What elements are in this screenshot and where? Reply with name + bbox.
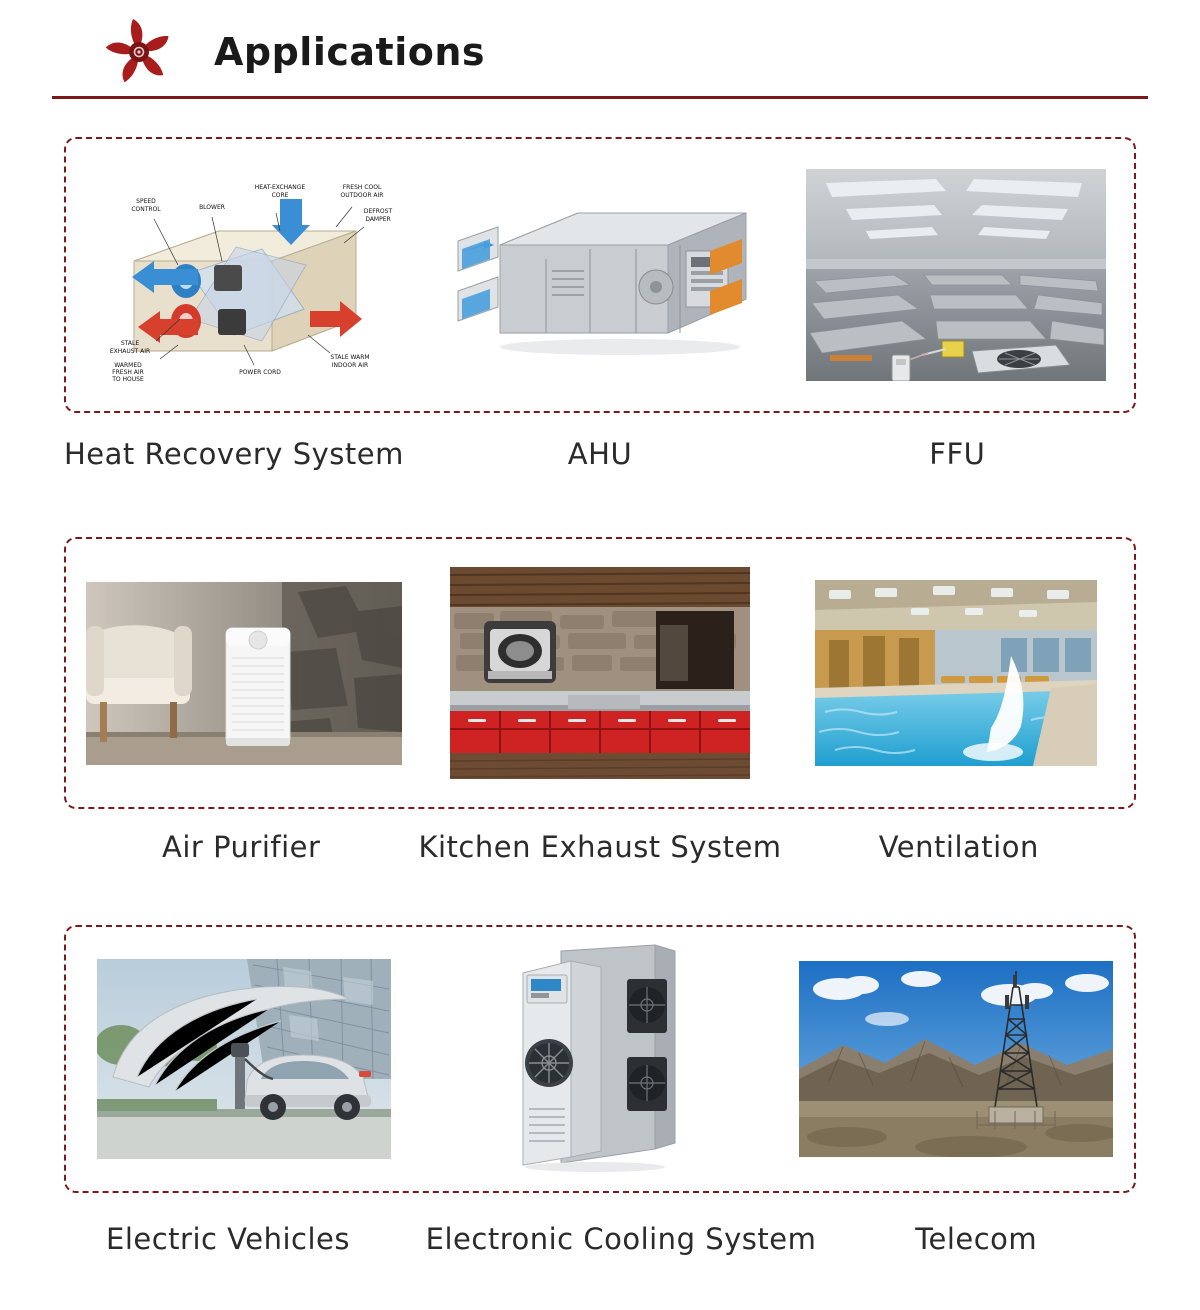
svg-text:TO HOUSE: TO HOUSE xyxy=(112,376,144,381)
page-title: Applications xyxy=(214,30,485,74)
svg-text:FRESH AIR: FRESH AIR xyxy=(112,369,144,376)
svg-text:INDOOR AIR: INDOOR AIR xyxy=(331,362,369,369)
caption-telecom: Telecom xyxy=(915,1222,1038,1256)
air-purifier-room-photo xyxy=(86,582,402,765)
caption-electronic-cooling-system: Electronic Cooling System xyxy=(425,1222,817,1256)
application-cell xyxy=(66,139,422,411)
svg-text:POWER CORD: POWER CORD xyxy=(239,369,281,376)
application-cell xyxy=(422,139,778,411)
application-cell xyxy=(422,927,778,1191)
caption-row-2 xyxy=(64,830,1136,864)
caption-electric-vehicles: Electric Vehicles xyxy=(106,1222,350,1256)
svg-text:CORE: CORE xyxy=(271,192,289,199)
svg-text:DEFROST: DEFROST xyxy=(363,208,393,215)
svg-text:FRESH COOL: FRESH COOL xyxy=(342,184,382,191)
commercial-kitchen-photo xyxy=(450,567,750,779)
header-divider xyxy=(52,96,1148,99)
heat-recovery-system-diagram xyxy=(94,169,394,381)
svg-text:STALE WARM: STALE WARM xyxy=(330,354,370,361)
ev-charging-station-photo xyxy=(97,959,391,1159)
caption-ffu: FFU xyxy=(929,437,986,471)
svg-text:EXHAUST AIR: EXHAUST AIR xyxy=(109,348,151,355)
svg-text:HEAT-EXCHANGE: HEAT-EXCHANGE xyxy=(254,184,306,191)
application-cell xyxy=(66,927,422,1191)
svg-text:WARMED: WARMED xyxy=(114,362,142,369)
svg-text:BLOWER: BLOWER xyxy=(199,204,225,211)
caption-ventilation: Ventilation xyxy=(878,830,1039,864)
application-cell xyxy=(778,539,1134,807)
air-handling-unit-render xyxy=(450,187,750,363)
application-group-row-1 xyxy=(64,137,1136,413)
fan-impeller-icon xyxy=(100,13,178,91)
indoor-swimming-pool-photo xyxy=(815,580,1097,766)
fan-filter-unit-cleanroom-photo xyxy=(806,169,1106,381)
svg-text:CONTROL: CONTROL xyxy=(131,206,161,213)
telecom-tower-photo xyxy=(799,961,1113,1157)
application-cell xyxy=(422,539,778,807)
electronic-cooling-cabinet-photo xyxy=(505,943,695,1175)
caption-heat-recovery-system: Heat Recovery System xyxy=(64,437,404,471)
svg-text:SPEED: SPEED xyxy=(136,198,156,205)
application-group-row-2 xyxy=(64,537,1136,809)
application-group-row-3 xyxy=(64,925,1136,1193)
svg-text:OUTDOOR AIR: OUTDOOR AIR xyxy=(340,192,384,199)
application-cell xyxy=(66,539,422,807)
page-header xyxy=(52,8,1152,96)
caption-ahu: AHU xyxy=(567,437,633,471)
caption-kitchen-exhaust-system: Kitchen Exhaust System xyxy=(418,830,782,864)
caption-air-purifier: Air Purifier xyxy=(162,830,321,864)
caption-row-3 xyxy=(64,1222,1136,1256)
application-cell xyxy=(778,139,1134,411)
application-cell xyxy=(778,927,1134,1191)
svg-text:STALE: STALE xyxy=(120,340,140,347)
svg-text:DAMPER: DAMPER xyxy=(365,216,391,223)
caption-row-1 xyxy=(64,437,1136,471)
